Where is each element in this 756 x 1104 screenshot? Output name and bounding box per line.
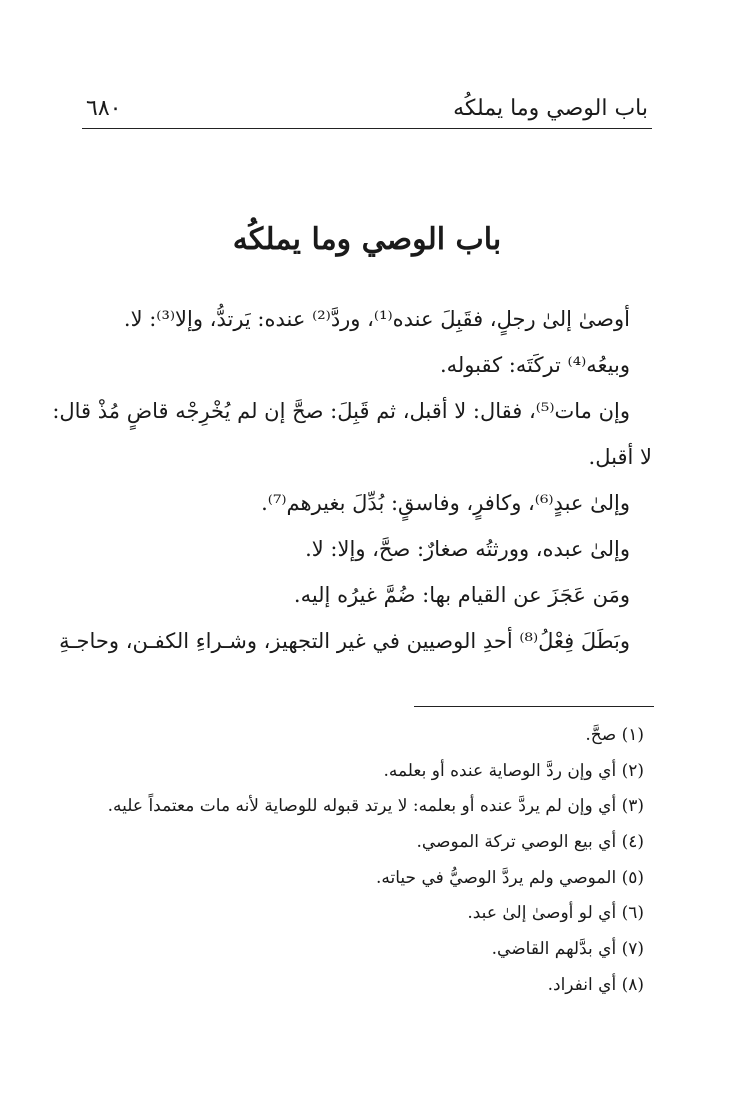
body-line: وإلىٰ عبده، وورثتُه صغارٌ: صحَّ، وإلا: لا. <box>305 537 630 561</box>
body-line: لا أقبل. <box>588 445 652 469</box>
body-line: وإن مات⁽⁵⁾، فقال: لا أقبل، ثم قَبِلَ: صحَّ إن لم يُخْرِجْه قاضٍ مُذْ قال: <box>52 399 630 423</box>
page-number: ٦٨٠ <box>86 96 122 121</box>
footnote: (٣) أي وإن لم يردَّ عنده أو بعلمه: لا يرتد قبوله للوصاية لأنه مات معتمداً عليه. <box>107 796 644 817</box>
running-title: باب الوصي وما يملكُه <box>453 96 648 121</box>
footnote: (٢) أي وإن ردَّ الوصاية عنده أو بعلمه. <box>383 760 644 781</box>
footnote: (٧) أي بدَّلهم القاضي. <box>491 939 644 960</box>
footnote: (٨) أي انفراد. <box>547 974 644 995</box>
running-header <box>82 94 652 129</box>
footnote-separator <box>414 706 654 707</box>
footnote: (٤) أي بيع الوصي تركة الموصي. <box>416 832 644 853</box>
footnote: (١) صحَّ. <box>585 725 644 745</box>
body-line: وبيعُه⁽⁴⁾ تركَتَه: كقبوله. <box>439 353 630 377</box>
footnotes <box>82 718 644 1004</box>
body-line: ومَن عَجَزَ عن القيام بها: ضُمَّ غيرُه إليه. <box>293 583 630 607</box>
body-line: وبَطَلَ فِعْلُ⁽⁸⁾ أحدِ الوصيين في غير التجهيز، وشـراءِ الكفـن، وحاجـةِ <box>59 629 630 653</box>
chapter-title: باب الوصي وما يملكُه <box>232 222 502 257</box>
body-text <box>52 296 652 664</box>
body-line: وإلىٰ عبدٍ⁽⁶⁾، وكافرٍ، وفاسقٍ: بُدِّلَ بغيرهم⁽⁷⁾. <box>261 491 630 515</box>
footnote: (٥) الموصي ولم يردَّ الوصيُّ في حياته. <box>376 867 644 888</box>
footnote: (٦) أي لو أوصىٰ إلىٰ عبد. <box>467 903 644 924</box>
body-line: أوصىٰ إلىٰ رجلٍ، فقَبِلَ عنده⁽¹⁾، وردَّ⁽²⁾ عنده: يَرتدُّ، وإلا⁽³⁾: لا. <box>123 307 630 331</box>
